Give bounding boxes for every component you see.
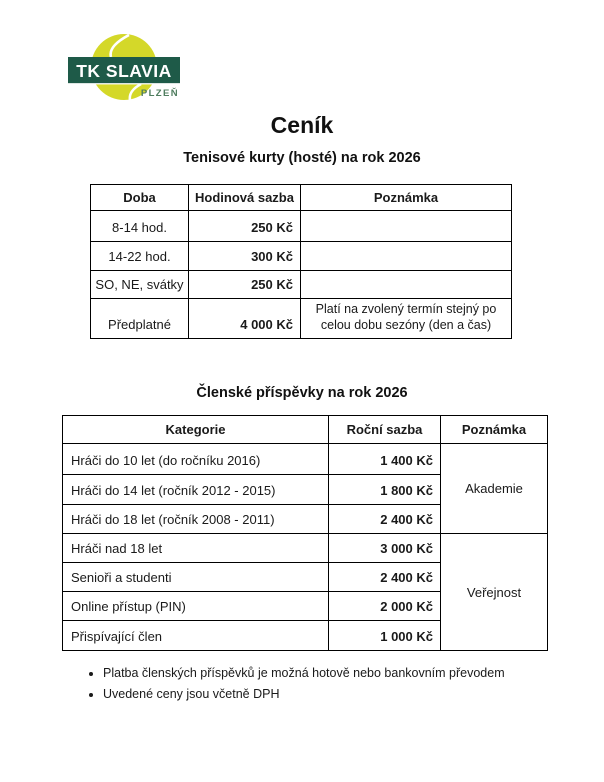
note-cell: [301, 271, 512, 299]
table-row: [91, 299, 512, 339]
note-cell: [301, 211, 512, 242]
category-cell: Hráči do 10 let (do ročníku 2016): [63, 444, 329, 475]
column-header-rocni-sazba: Roční sazba: [329, 416, 441, 444]
members-section-heading: Členské příspěvky na rok 2026: [196, 385, 408, 401]
courts-price-table: [90, 184, 512, 339]
table-header-row: [91, 185, 512, 211]
price-cell: 250 Kč: [189, 271, 301, 299]
category-cell: Senioři a studenti: [63, 563, 329, 592]
category-cell: Hráči do 14 let (ročník 2012 - 2015): [63, 475, 329, 505]
price-cell: 300 Kč: [189, 242, 301, 271]
table-row: [91, 211, 512, 242]
price-cell: 250 Kč: [189, 211, 301, 242]
doba-cell: Předplatné: [91, 299, 189, 339]
price-cell: 2 000 Kč: [329, 592, 441, 621]
courts-section-heading: Tenisové kurty (hosté) na rok 2026: [183, 150, 421, 166]
membership-fees-table: [62, 415, 548, 651]
group-cell-akademie: Akademie: [441, 444, 548, 534]
tennis-ball-logo-icon: [68, 34, 180, 100]
column-header-poznamka: Poznámka: [441, 416, 548, 444]
category-cell: Přispívající člen: [63, 621, 329, 651]
footer-notes: [86, 663, 546, 705]
column-header-doba: Doba: [91, 185, 189, 211]
logo-banner-text: TK SLAVIA: [76, 61, 172, 81]
note-vat: • Uvedené ceny jsou včetně DPH: [103, 684, 546, 705]
table-row: [91, 242, 512, 271]
price-cell: 4 000 Kč: [189, 299, 301, 339]
table-row: [63, 534, 548, 563]
note-cell: Platí na zvolený termín stejný po celou dobu sezóny (den a čas): [301, 299, 512, 339]
logo-city-text: PLZEŇ: [140, 88, 179, 99]
note-payment: • Platba členských příspěvků je možná hotově nebo bankovním převodem: [103, 663, 546, 684]
column-header-hodinova-sazba: Hodinová sazba: [189, 185, 301, 211]
club-logo: [68, 34, 180, 100]
price-cell: 1 000 Kč: [329, 621, 441, 651]
price-cell: 1 800 Kč: [329, 475, 441, 505]
category-cell: Hráči nad 18 let: [63, 534, 329, 563]
price-cell: 3 000 Kč: [329, 534, 441, 563]
page-title: Ceník: [270, 112, 334, 138]
price-cell: 1 400 Kč: [329, 444, 441, 475]
price-cell: 2 400 Kč: [329, 563, 441, 592]
category-cell: Online přístup (PIN): [63, 592, 329, 621]
doba-cell: SO, NE, svátky: [91, 271, 189, 299]
price-cell: 2 400 Kč: [329, 505, 441, 534]
doba-cell: 8-14 hod.: [91, 211, 189, 242]
column-header-kategorie: Kategorie: [63, 416, 329, 444]
table-row: [63, 444, 548, 475]
table-header-row: [63, 416, 548, 444]
doba-cell: 14-22 hod.: [91, 242, 189, 271]
table-row: [91, 271, 512, 299]
column-header-poznamka: Poznámka: [301, 185, 512, 211]
category-cell: Hráči do 18 let (ročník 2008 - 2011): [63, 505, 329, 534]
group-cell-verejnost: Veřejnost: [441, 534, 548, 651]
note-cell: [301, 242, 512, 271]
